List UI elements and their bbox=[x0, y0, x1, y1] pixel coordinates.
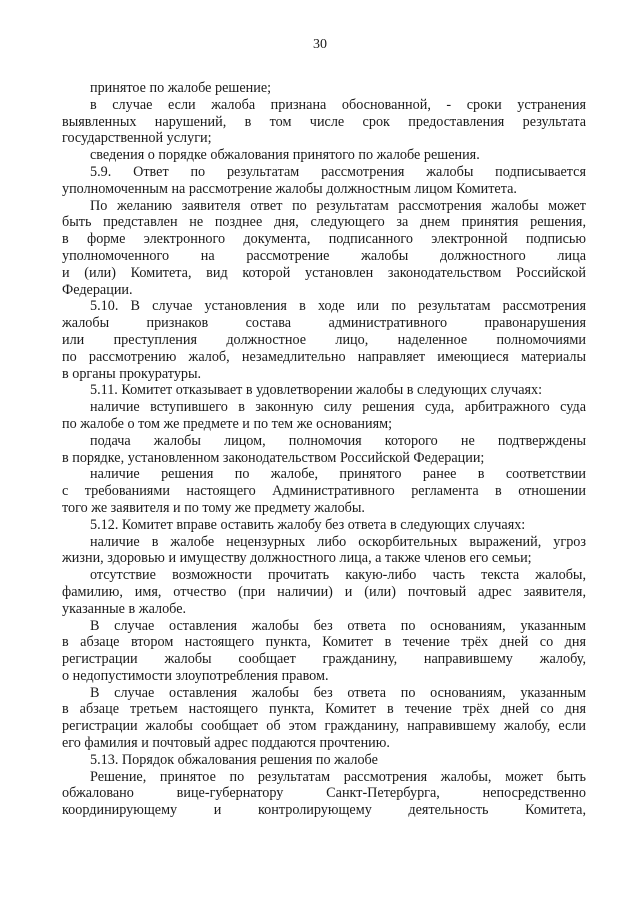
text-line: регистрации жалобы сообщает гражданину, направившему жалобу, bbox=[62, 651, 586, 668]
text-line: уполномоченного на рассмотрение жалобы должностного лица bbox=[62, 247, 586, 264]
text-line: о недопустимости злоупотребления правом. bbox=[62, 667, 329, 684]
text-line: в органы прокуратуры. bbox=[62, 365, 202, 382]
text-line: с требованиями настоящего Административного регламента в отношении bbox=[62, 483, 586, 500]
text-line: наличие в жалобе нецензурных либо оскорбительных выражений, угроз bbox=[90, 533, 586, 550]
text-line: уполномоченным на рассмотрение жалобы должностным лицом Комитета. bbox=[62, 180, 517, 197]
text-line: 5.13. Порядок обжалования решения по жалобе bbox=[90, 751, 378, 768]
text-line: в абзаце третьем настоящего пункта, Комитет в течение трёх дней со дня bbox=[62, 701, 586, 718]
text-line: наличие вступившего в законную силу решения суда, арбитражного суда bbox=[90, 399, 586, 416]
text-line: В случае оставления жалобы без ответа по основаниям, указанным bbox=[90, 617, 586, 634]
text-line: Решение, принятое по результатам рассмотрения жалобы, может быть bbox=[90, 768, 586, 785]
text-line: в порядке, установленном законодательством Российской Федерации; bbox=[62, 449, 485, 466]
text-line: координирующему и контролирующему деятельность Комитета, bbox=[62, 802, 586, 819]
text-line: По желанию заявителя ответ по результатам рассмотрения жалобы может bbox=[90, 197, 586, 214]
text-line: отсутствие возможности прочитать какую-либо часть текста жалобы, bbox=[90, 567, 586, 584]
text-line: в абзаце втором настоящего пункта, Комитет в течение трёх дней со дня bbox=[62, 634, 586, 651]
text-line: того же заявителя и по тому же предмету жалобы. bbox=[62, 499, 365, 516]
text-line: в случае если жалоба признана обоснованной, - сроки устранения bbox=[90, 96, 586, 113]
text-line: по рассмотрению жалоб, незамедлительно направляет имеющиеся материалы bbox=[62, 348, 586, 365]
text-line: указанные в жалобе. bbox=[62, 600, 187, 617]
text-line: в форме электронного документа, подписанного электронной подписью bbox=[62, 231, 586, 248]
text-line: сведения о порядке обжалования принятого по жалобе решения. bbox=[90, 147, 480, 164]
text-line: обжаловано вице-губернатору Санкт-Петербурга, непосредственно bbox=[62, 785, 586, 802]
text-line: В случае оставления жалобы без ответа по основаниям, указанным bbox=[90, 684, 586, 701]
text-line: и (или) Комитета, вид которой установлен законодательством Российской bbox=[62, 264, 586, 281]
text-line: жизни, здоровью и имуществу должностного лица, а также членов его семьи; bbox=[62, 550, 532, 567]
text-line: жалобы признаков состава административного правонарушения bbox=[62, 315, 586, 332]
text-line: его фамилия и почтовый адрес поддаются прочтению. bbox=[62, 735, 390, 752]
text-line: быть представлен не позднее дня, следующего за днем принятия решения, bbox=[62, 214, 586, 231]
text-line: или преступления должностное лицо, наделенное полномочиями bbox=[62, 331, 586, 348]
text-line: по жалобе о том же предмете и по тем же основаниям; bbox=[62, 415, 393, 432]
text-line: наличие решения по жалобе, принятого ранее в соответствии bbox=[90, 466, 586, 483]
text-line: 5.11. Комитет отказывает в удовлетворении жалобы в следующих случаях: bbox=[90, 382, 543, 399]
text-line: государственной услуги; bbox=[62, 130, 212, 147]
text-line: 5.10. В случае установления в ходе или по результатам рассмотрения bbox=[90, 298, 586, 315]
text-line: 5.9. Ответ по результатам рассмотрения жалобы подписывается bbox=[90, 163, 586, 180]
text-line: 5.12. Комитет вправе оставить жалобу без ответа в следующих случаях: bbox=[90, 516, 526, 533]
text-line: подача жалобы лицом, полномочия которого не подтверждены bbox=[90, 432, 586, 449]
text-line: Федерации. bbox=[62, 281, 133, 298]
document-body bbox=[62, 80, 586, 819]
text-line: принятое по жалобе решение; bbox=[90, 80, 272, 96]
text-line: выявленных нарушений, в том числе срок предоставления результата bbox=[62, 113, 586, 130]
text-line: фамилию, имя, отчество (при наличии) и (или) почтовый адрес заявителя, bbox=[62, 583, 586, 600]
text-line: регистрации жалобы сообщает об этом гражданину, направившему жалобу, если bbox=[62, 718, 586, 735]
page-number: 30 bbox=[313, 37, 327, 52]
